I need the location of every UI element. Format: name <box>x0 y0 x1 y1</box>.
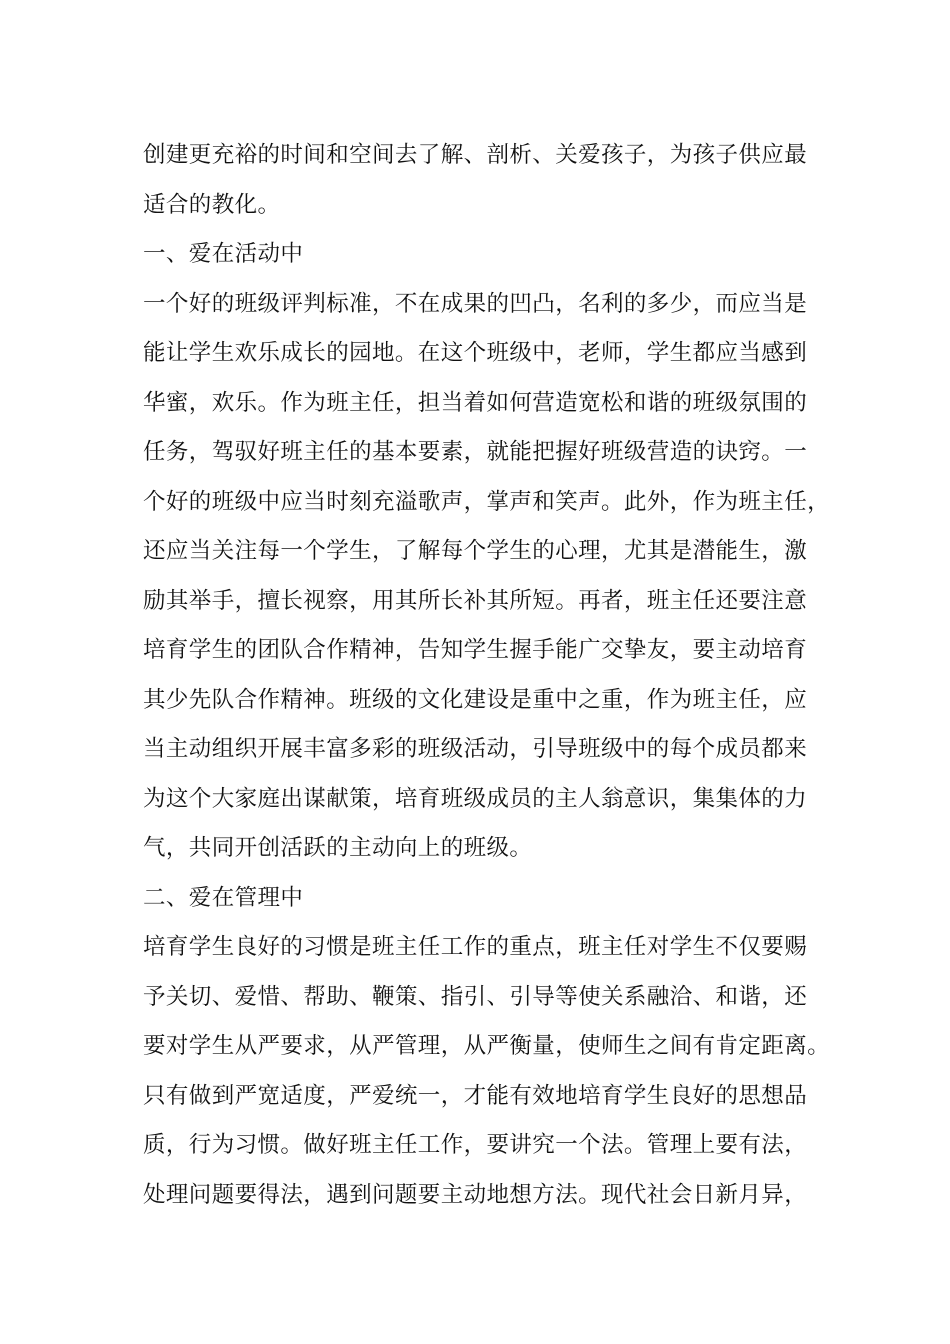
text-line: 要对学生从严要求，从严管理，从严衡量，使师生之间有肯定距离。 <box>143 1033 831 1059</box>
section-heading: 二、爱在管理中 <box>143 884 304 911</box>
text-line: 只有做到严宽适度，严爱统一，才能有效地培育学生良好的思想品 <box>143 1082 808 1109</box>
text-line: 其少先队合作精神。班级的文化建设是重中之重，作为班主任，应 <box>143 686 808 713</box>
text-line: 任务，驾驭好班主任的基本要素，就能把握好班级营造的诀窍。一 <box>143 439 808 465</box>
text-line: 质，行为习惯。做好班主任工作，要讲究一个法。管理上要有法， <box>143 1132 808 1158</box>
body-text <box>143 131 833 1220</box>
text-line: 能让学生欢乐成长的园地。在这个班级中，老师，学生都应当感到 <box>143 340 808 366</box>
text-line: 一个好的班级评判标准，不在成果的凹凸，名利的多少，而应当是 <box>143 290 808 317</box>
text-line: 处理问题要得法，遇到问题要主动地想方法。现代社会日新月异， <box>143 1181 808 1208</box>
text-line: 创建更充裕的时间和空间去了解、剖析、关爱孩子，为孩子供应最 <box>143 142 808 168</box>
text-line: 培育学生的团队合作精神，告知学生握手能广交挚友，要主动培育 <box>143 637 808 663</box>
text-line: 还应当关注每一个学生，了解每个学生的心理，尤其是潜能生，激 <box>143 538 808 564</box>
text-line: 气，共同开创活跃的主动向上的班级。 <box>143 835 533 861</box>
text-line: 予关切、爱惜、帮助、鞭策、指引、引导等使关系融洽、和谐，还 <box>143 983 808 1010</box>
text-line: 适合的教化。 <box>143 191 281 218</box>
text-line: 个好的班级中应当时刻充溢歌声，掌声和笑声。此外，作为班主任， <box>143 488 831 515</box>
text-line: 培育学生良好的习惯是班主任工作的重点，班主任对学生不仅要赐 <box>143 934 808 960</box>
text-line: 为这个大家庭出谋献策，培育班级成员的主人翁意识，集集体的力 <box>143 785 808 812</box>
text-line: 励其举手，擅长视察，用其所长补其所短。再者，班主任还要注意 <box>143 587 808 614</box>
section-heading: 一、爱在活动中 <box>143 241 304 267</box>
text-line: 当主动组织开展丰富多彩的班级活动，引导班级中的每个成员都来 <box>143 736 808 762</box>
text-line: 华蜜，欢乐。作为班主任，担当着如何营造宽松和谐的班级氛围的 <box>143 389 808 416</box>
